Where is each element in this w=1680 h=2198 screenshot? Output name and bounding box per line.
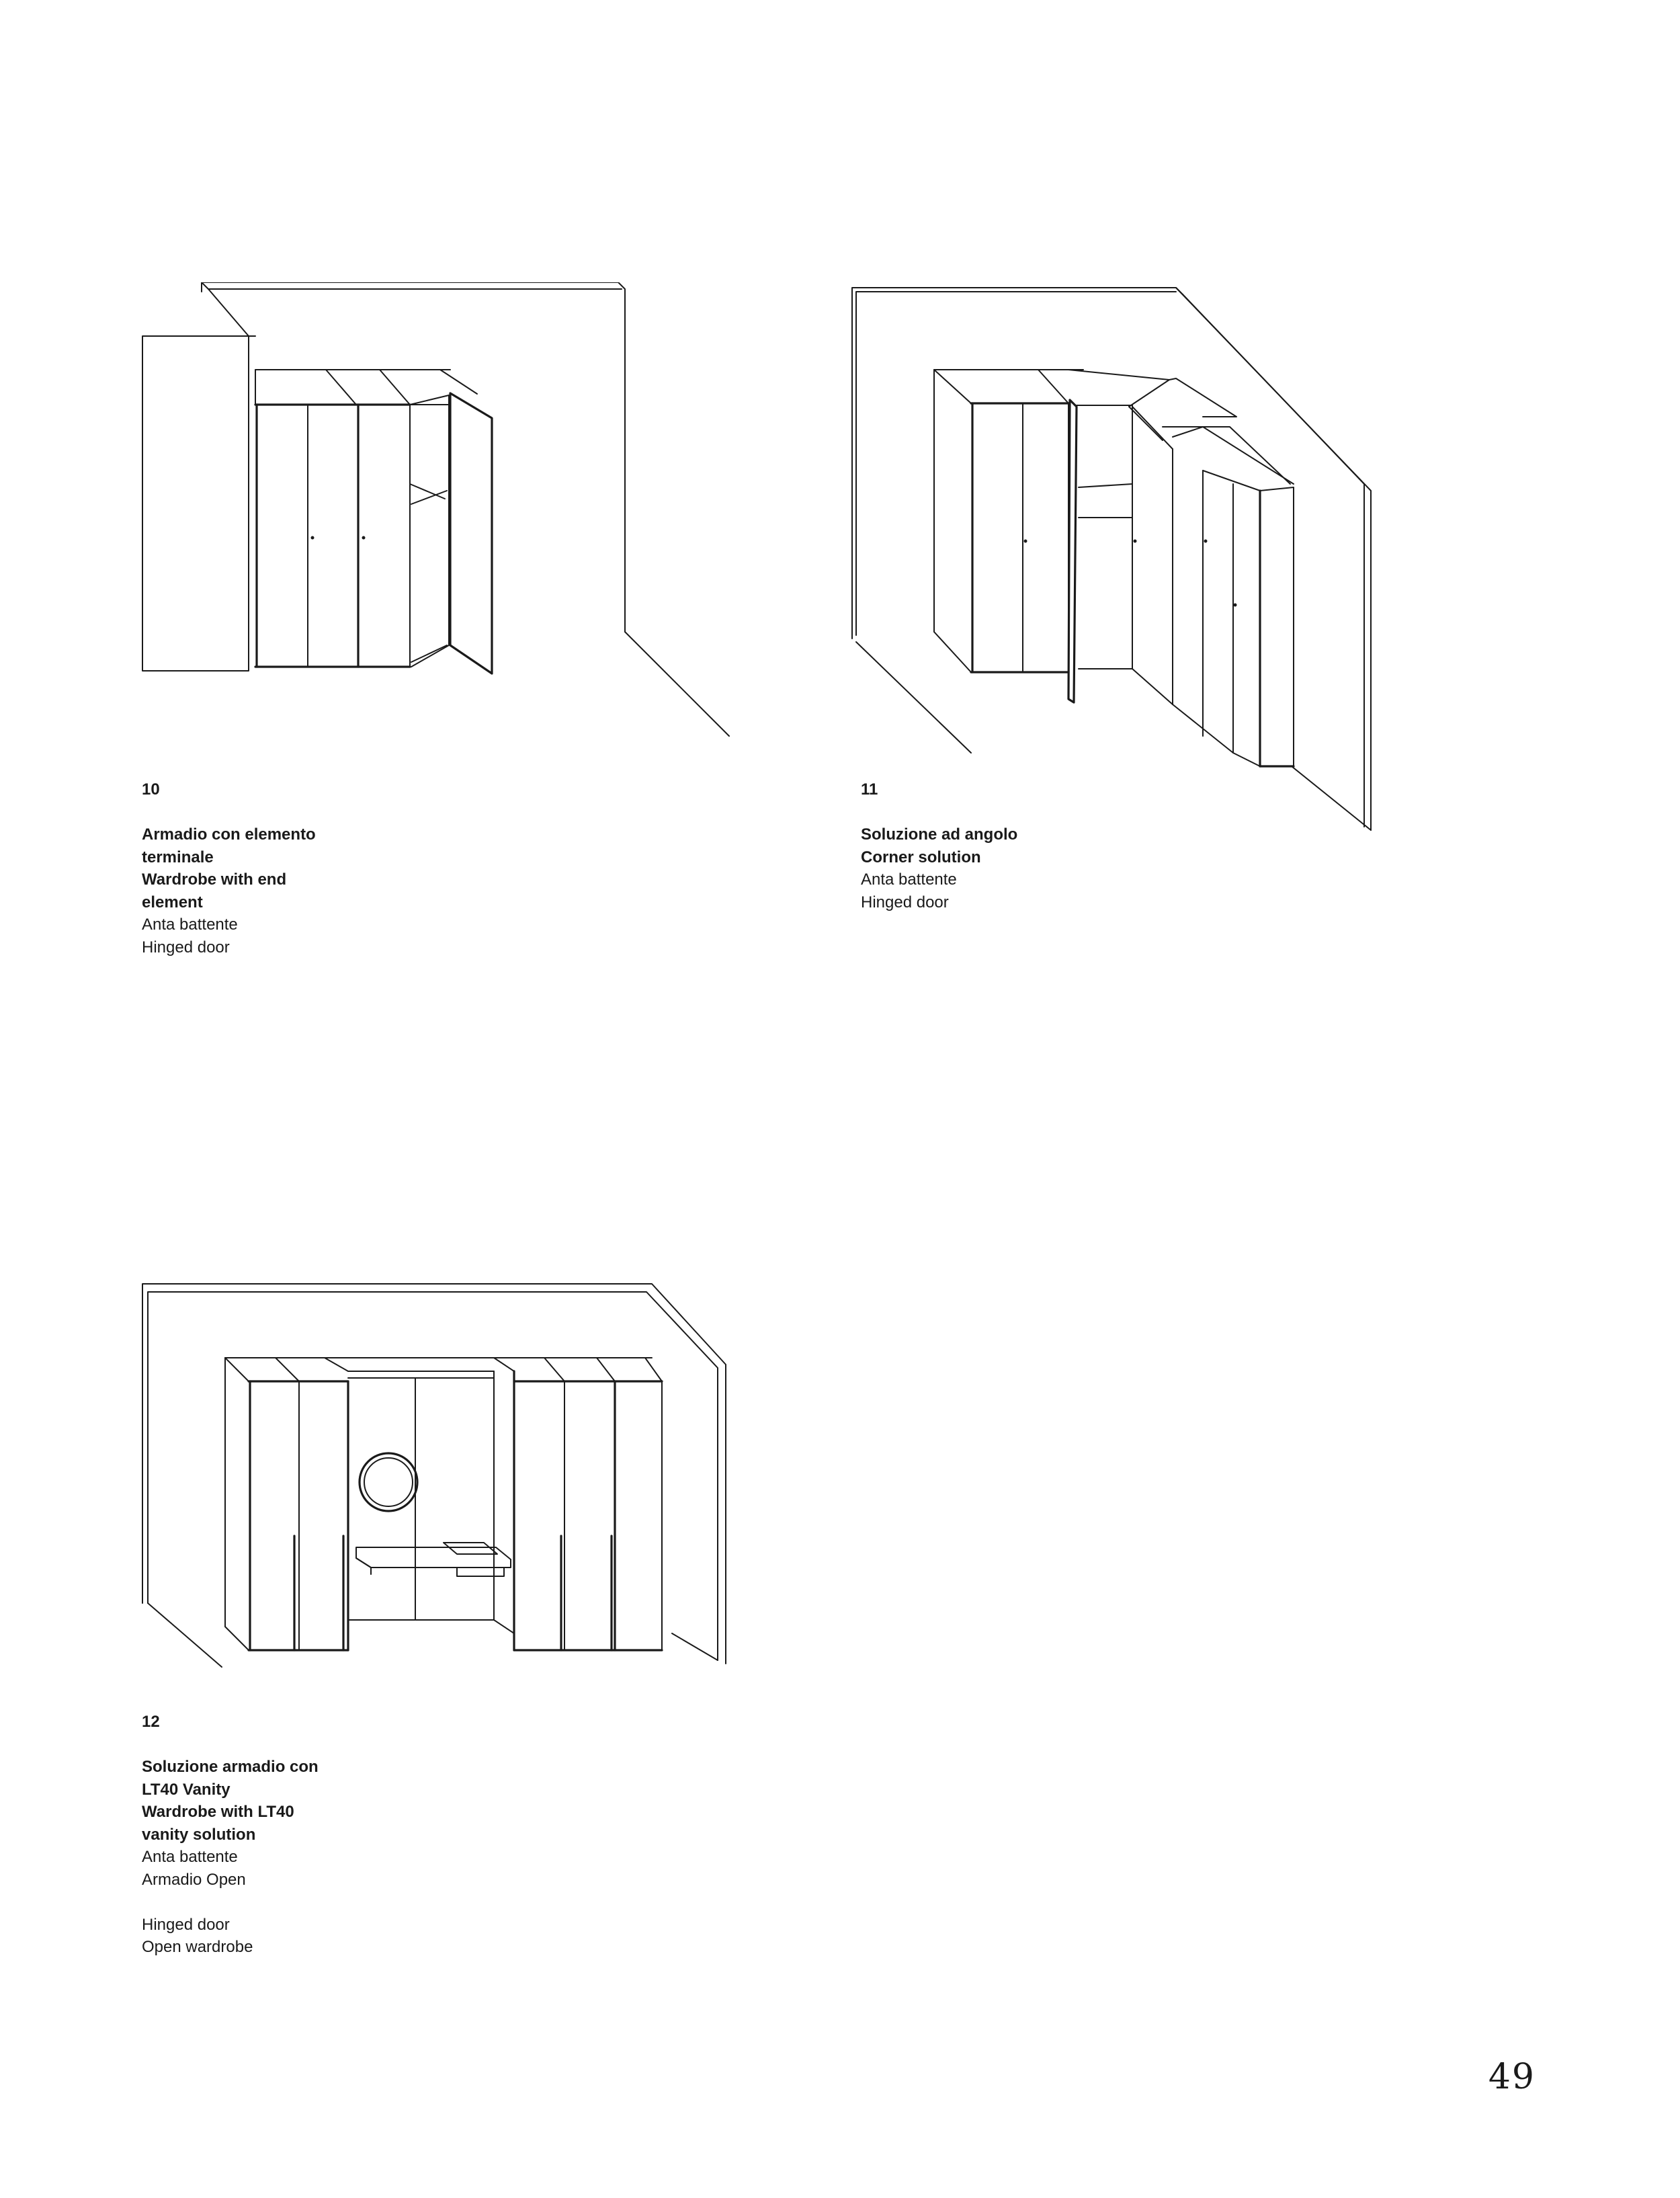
title-italian-line-1: Soluzione ad angolo [861,825,1018,844]
spacer [142,1891,491,1914]
spec-italian-line-2: Armadio Open [142,1870,246,1889]
door-type-italian: Anta battente [142,915,238,934]
door-type-italian: Anta battente [861,870,957,889]
spec-english-line-2: Open wardrobe [142,1938,253,1956]
title-italian-line-1: Soluzione armadio con [142,1758,319,1776]
drawing-10-wardrobe-end-element [134,282,739,753]
title-english-line-1: Wardrobe with LT40 [142,1803,294,1821]
spec-english-line-1: Hinged door [142,1915,230,1934]
door-type-english: Hinged door [861,893,949,911]
caption-11 [861,778,1210,913]
caption-12 [142,1711,491,1959]
title-english-line-2: vanity solution [142,1825,256,1844]
page-number: 49 [1488,2057,1536,2097]
item-number: 11 [861,780,878,799]
title-english-line-1: Corner solution [861,848,981,866]
door-type-english: Hinged door [142,938,230,956]
caption-10 [142,778,491,959]
spec-italian-line-1: Anta battente [142,1848,238,1866]
title-italian-line-2: terminale [142,848,214,866]
title-italian-line-1: Armadio con elemento [142,825,316,844]
title-english-line-1: Wardrobe with end [142,870,287,889]
title-english-line-2: element [142,893,203,911]
title-italian-line-2: LT40 Vanity [142,1780,230,1799]
item-number: 10 [142,780,160,799]
drawing-12-wardrobe-lt40-vanity [134,1277,739,1707]
drawing-11-corner-solution [847,282,1384,840]
item-number: 12 [142,1713,160,1731]
